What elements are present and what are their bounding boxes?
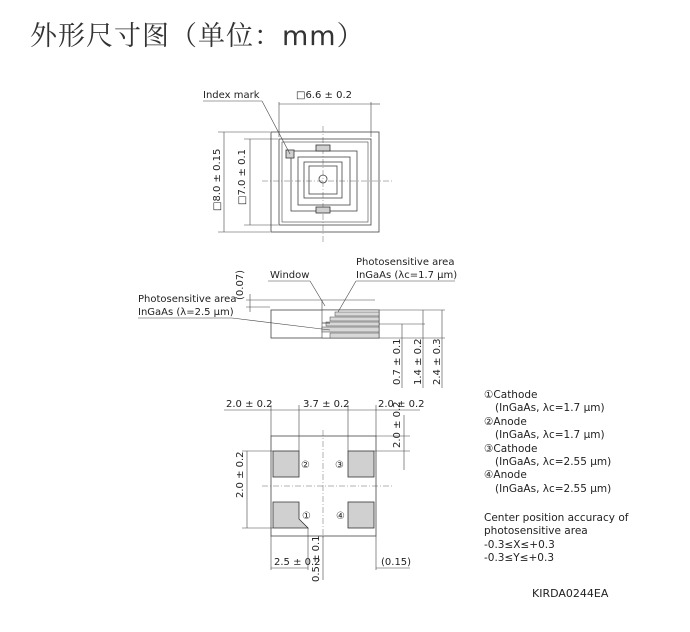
pin-name: Anode	[493, 469, 527, 482]
pad-4	[348, 502, 374, 528]
accuracy-line: Center position accuracy of	[484, 512, 629, 524]
pin-number: ①	[484, 389, 494, 401]
dim-24-label: 2.4 ± 0.3	[432, 338, 443, 385]
pad-1-number: ①	[302, 511, 311, 522]
ps-area-2-line2: InGaAs (λ=2.5 μm)	[138, 307, 234, 318]
page-title: 外形尺寸图（单位：mm）	[30, 21, 365, 52]
accuracy-line: -0.3≤Y≤+0.3	[484, 552, 554, 565]
dim-007-label: (0.07)	[235, 269, 246, 300]
accuracy-note	[484, 512, 628, 566]
dim-14-label: 1.4 ± 0.2	[413, 338, 424, 385]
pad-4-number: ④	[336, 511, 345, 522]
ps-area-2-line1: Photosensitive area	[138, 294, 237, 305]
dim-outer-label: □8.0 ± 0.15	[212, 148, 223, 211]
accuracy-line: -0.3≤X≤+0.3	[484, 538, 555, 551]
pin-name: Cathode	[493, 442, 538, 455]
ps-area-1-line1: Photosensitive area	[356, 257, 455, 268]
index-mark-label: Index mark	[203, 90, 260, 101]
dim-07-label: 0.7 ± 0.1	[392, 338, 403, 385]
pin-number: ②	[484, 415, 494, 428]
pin-detail: (InGaAs, λc=2.55 μm)	[495, 482, 612, 495]
pin-name: Anode	[493, 415, 527, 428]
dim-width-label: □6.6 ± 0.2	[296, 90, 352, 101]
dim-05-label: 0.5 ± 0.1	[311, 535, 322, 582]
pin-number: ③	[484, 442, 494, 455]
pad-3	[348, 451, 374, 477]
pad-3-number: ③	[335, 460, 344, 471]
dim-right-v-label: 2.0 ± 0.2	[392, 401, 403, 448]
pin-legend-item	[484, 469, 611, 482]
pad-2-number: ②	[301, 460, 310, 471]
top-view	[203, 90, 392, 242]
dim-inner-label: □7.0 ± 0.1	[237, 149, 248, 205]
accuracy-line: photosensitive area	[484, 525, 588, 538]
bottom-view	[224, 399, 425, 582]
dim-015-label: (0.15)	[381, 557, 412, 568]
dim-25-label: 2.5 ± 0.2	[274, 557, 321, 568]
pin-legend-item	[484, 389, 611, 402]
pin-detail: (InGaAs, λc=2.55 μm)	[495, 456, 612, 469]
pin-name: Cathode	[493, 389, 538, 401]
window-label: Window	[270, 270, 310, 281]
drawing-code: KIRDA0244EA	[532, 587, 609, 600]
side-view	[138, 257, 457, 388]
pin-legend	[484, 389, 611, 496]
pin-legend-item	[484, 443, 611, 456]
pin-detail: (InGaAs, λc=1.7 μm)	[495, 429, 605, 442]
pin-number: ④	[484, 469, 494, 482]
dim-right-label: 2.0 ± 0.2	[378, 399, 425, 410]
ps-area-1-line2: InGaAs (λc=1.7 μm)	[356, 270, 458, 281]
dim-left-v-label: 2.0 ± 0.2	[235, 451, 246, 498]
dim-mid-label: 3.7 ± 0.2	[303, 399, 350, 410]
pad-2	[273, 451, 299, 477]
pin-detail: (InGaAs, λc=1.7 μm)	[495, 402, 605, 415]
dim-left-label: 2.0 ± 0.2	[226, 399, 273, 410]
pin-legend-item	[484, 416, 611, 429]
